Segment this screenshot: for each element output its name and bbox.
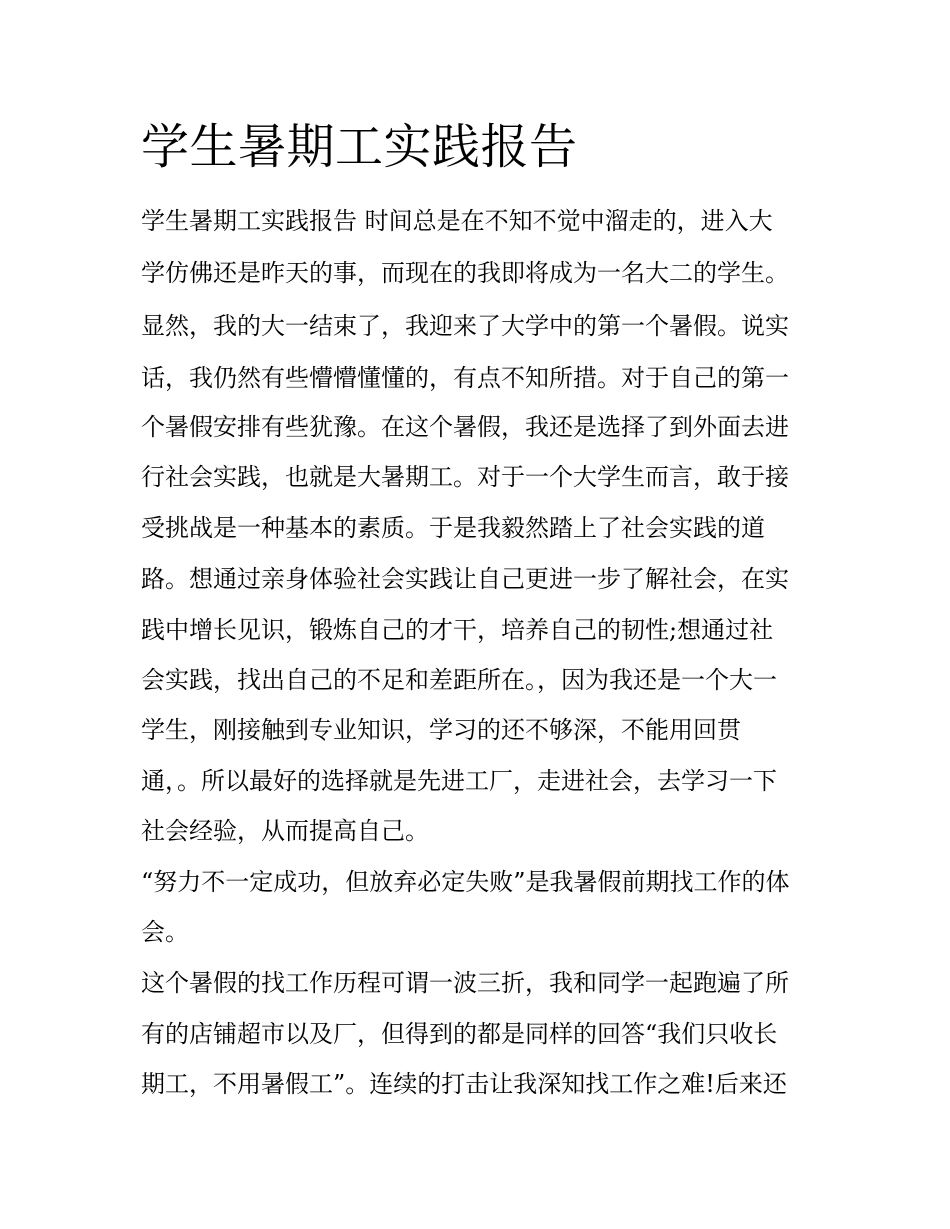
body-line: 期工，不用暑假工”。连续的打击让我深知找工作之难!后来还 bbox=[141, 1070, 787, 1098]
body-line: 学生，刚接触到专业知识，学习的还不够深，不能用回贯 bbox=[141, 716, 741, 744]
body-line: 受挑战是一种基本的素质。于是我毅然踏上了社会实践的道 bbox=[141, 514, 765, 542]
body-line: 学生暑期工实践报告 时间总是在不知不觉中溜走的，进入大 bbox=[141, 207, 773, 235]
body-line: 会实践，找出自己的不足和差距所在。，因为我还是一个大一 bbox=[141, 666, 777, 694]
body-line: 有的店铺超市以及厂，但得到的都是同样的回答“我们只收长 bbox=[141, 1020, 778, 1048]
body-line: 学仿佛还是昨天的事，而现在的我即将成为一名大二的学生。 bbox=[141, 259, 789, 287]
document-title: 学生暑期工实践报告 bbox=[141, 119, 578, 175]
body-line: 显然，我的大一结束了，我迎来了大学中的第一个暑假。说实 bbox=[141, 312, 789, 340]
body-line: 话，我仍然有些懵懵懂懂的，有点不知所措。对于自己的第一 bbox=[141, 364, 789, 392]
body-line: 个暑假安排有些犹豫。在这个暑假，我还是选择了到外面去进 bbox=[141, 413, 789, 441]
body-line: 行社会实践，也就是大暑期工。对于一个大学生而言，敢于接 bbox=[141, 463, 789, 491]
body-line: 践中增长见识，锻炼自己的才干，培养自己的韧性;想通过社 bbox=[141, 616, 774, 644]
body-line: 通，。所以最好的选择就是先进工厂，走进社会，去学习一下 bbox=[141, 767, 777, 795]
body-line: “努力不一定成功，但放弃必定失败”是我暑假前期找工作的体 bbox=[141, 868, 790, 896]
body-line: 这个暑假的找工作历程可谓一波三折，我和同学一起跑遍了所 bbox=[141, 969, 789, 997]
body-line: 路。想通过亲身体验社会实践让自己更进一步了解社会，在实 bbox=[141, 565, 789, 593]
body-line: 社会经验，从而提高自己。 bbox=[141, 817, 429, 845]
body-line: 会。 bbox=[141, 918, 189, 946]
